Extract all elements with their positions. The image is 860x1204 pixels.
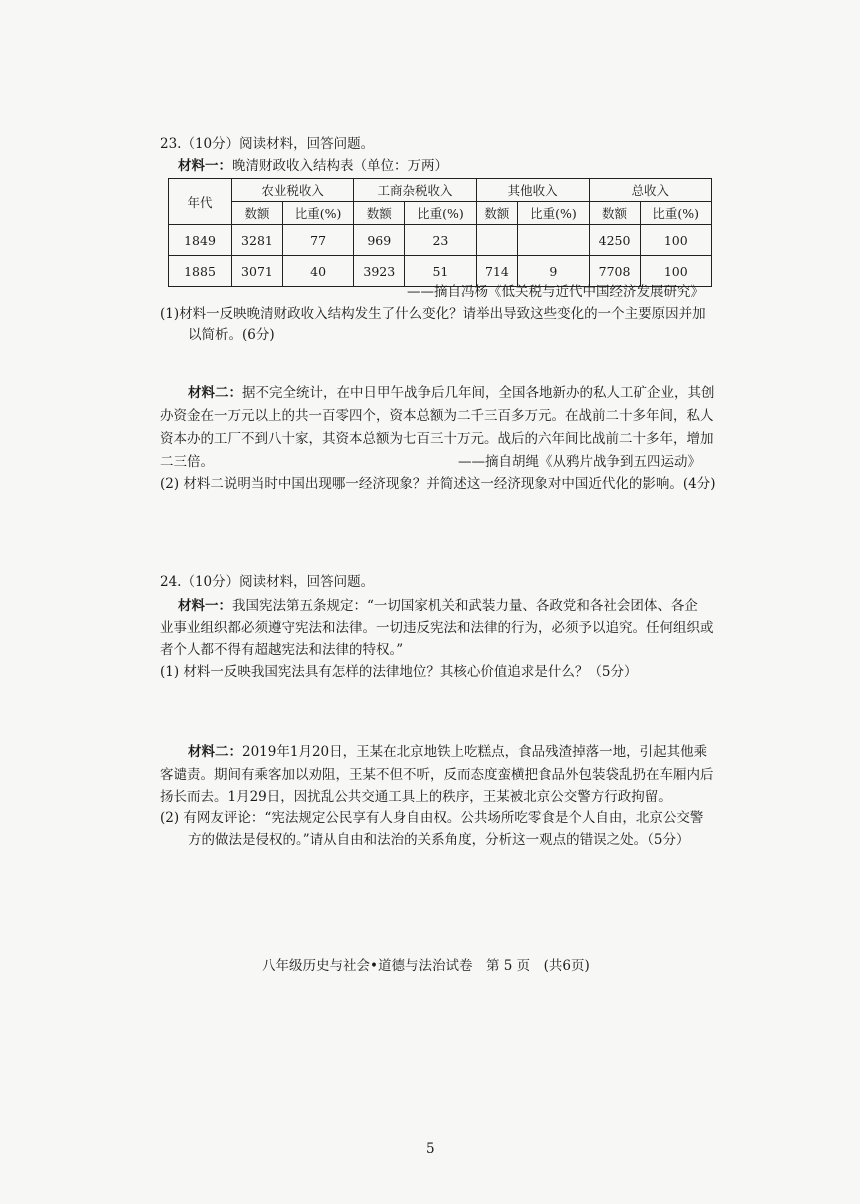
table-group-header: 其他收入 <box>476 179 589 202</box>
material2-label: 材料二： <box>188 385 242 401</box>
table-group-header: 农业税收入 <box>232 179 354 202</box>
q23-header: 23.（10分）阅读材料，回答问题。 <box>160 136 375 152</box>
q23-source2: ——摘自胡绳《从鸦片战争到五四运动》 <box>458 454 701 470</box>
material2-text: 据不完全统计，在中日甲午战争后几年间，全国各地新办的私人工矿企业，其创 <box>242 385 715 401</box>
q24-material1-line3: 者个人都不得有超越宪法和法律的特权。” <box>160 642 404 658</box>
table-cell: 3281 <box>232 225 283 256</box>
page-number: 5 <box>426 1141 435 1157</box>
table-subheader: 数额 <box>354 202 405 225</box>
q23-material2-line4: 二三倍。 <box>160 454 214 470</box>
table-subheader: 数额 <box>476 202 518 225</box>
material2-text: 2019年1月20日，王某在北京地铁上吃糕点，食品残渣掉落一地，引起其他乘 <box>242 744 708 760</box>
q24-material2-line3: 扬长而去。1月29日，因扰乱公共交通工具上的秩序，王某被北京公交警方行政拘留。 <box>160 789 672 805</box>
q23-source1: ——摘自冯杨《低关税与近代中国经济发展研究》 <box>407 284 704 300</box>
q24-header: 24.（10分）阅读材料，回答问题。 <box>160 574 375 590</box>
q23-material2-line1 <box>188 383 715 403</box>
table-subheader: 比重(%) <box>405 202 476 225</box>
table-group-header: 工商杂税收入 <box>354 179 476 202</box>
q23-material2-line2: 办资金在一万元以上的共一百零四个，资本总额为二千三百多万元。在战前二十多年间，私人 <box>160 408 714 424</box>
q24-material1-line1 <box>178 596 698 616</box>
material1-label: 材料一： <box>178 598 232 614</box>
material1-text: 晚清财政收入结构表（单位：万两） <box>232 158 448 174</box>
table-cell: 4250 <box>589 225 640 256</box>
table-cell: 1849 <box>169 225 232 256</box>
table-cell: 969 <box>354 225 405 256</box>
table-cell: 1885 <box>169 256 232 287</box>
table-row <box>169 225 712 256</box>
table-cell: 100 <box>640 256 712 287</box>
table-cell: 51 <box>405 256 476 287</box>
table-cell <box>476 225 518 256</box>
material1-label: 材料一： <box>178 158 232 174</box>
q24-material2-line2: 客谴责。期间有乘客加以劝阻，王某不但不听，反而态度蛮横把食品外包装袋乱扔在车厢内后 <box>160 767 714 783</box>
table-subheader: 数额 <box>232 202 283 225</box>
q24-sub1: (1) 材料一反映我国宪法具有怎样的法律地位？其核心价值追求是什么？（5分） <box>160 664 638 680</box>
table-cell: 3923 <box>354 256 405 287</box>
q24-material1-line2: 业事业组织都必须遵守宪法和法律。一切违反宪法和法律的行为，必须予以追究。任何组织或 <box>160 620 714 636</box>
table-cell <box>518 225 589 256</box>
table-subheader: 比重(%) <box>282 202 353 225</box>
page-footer: 八年级历史与社会•道德与法治试卷 第 5 页 (共6页) <box>262 958 590 974</box>
q23-sub1-line1: (1)材料一反映晚清财政收入结构发生了什么变化？请举出导致这些变化的一个主要原因并加 <box>160 306 706 322</box>
table-cell: 77 <box>282 225 353 256</box>
table-cell: 7708 <box>589 256 640 287</box>
table-subheader: 数额 <box>589 202 640 225</box>
q23-material2-line3: 资本办的工厂不到八十家，其资本总额为七百三十万元。战后的六年间比战前二十多年，增加 <box>160 431 714 447</box>
q24-sub2-line1: (2) 有网友评论：“宪法规定公民享有人身自由权。公共场所吃零食是个人自由，北京公交警 <box>160 810 704 826</box>
material1-text: 我国宪法第五条规定：“一切国家机关和武装力量、各政党和各社会团体、各企 <box>232 598 698 614</box>
table-group-header: 总收入 <box>589 179 711 202</box>
q23-sub1-line2: 以简析。(6分) <box>188 327 275 343</box>
table-cell: 40 <box>282 256 353 287</box>
table-subheader: 比重(%) <box>518 202 589 225</box>
q24-sub2-line2: 方的做法是侵权的。”请从自由和法治的关系角度，分析这一观点的错误之处。（5分） <box>188 832 690 848</box>
table-cell: 714 <box>476 256 518 287</box>
table-cell: 9 <box>518 256 589 287</box>
table-cell: 3071 <box>232 256 283 287</box>
table-year-header: 年代 <box>169 179 232 225</box>
q24-material2-line1 <box>188 742 707 762</box>
q23-sub2: (2) 材料二说明当时中国出现哪一经济现象？并简述这一经济现象对中国近代化的影响。(4分) <box>160 476 716 492</box>
fiscal-revenue-table <box>168 178 712 287</box>
material2-label: 材料二： <box>188 744 242 760</box>
table-subheader: 比重(%) <box>640 202 712 225</box>
table-cell: 23 <box>405 225 476 256</box>
q23-material1-title <box>178 156 448 176</box>
table-cell: 100 <box>640 225 712 256</box>
